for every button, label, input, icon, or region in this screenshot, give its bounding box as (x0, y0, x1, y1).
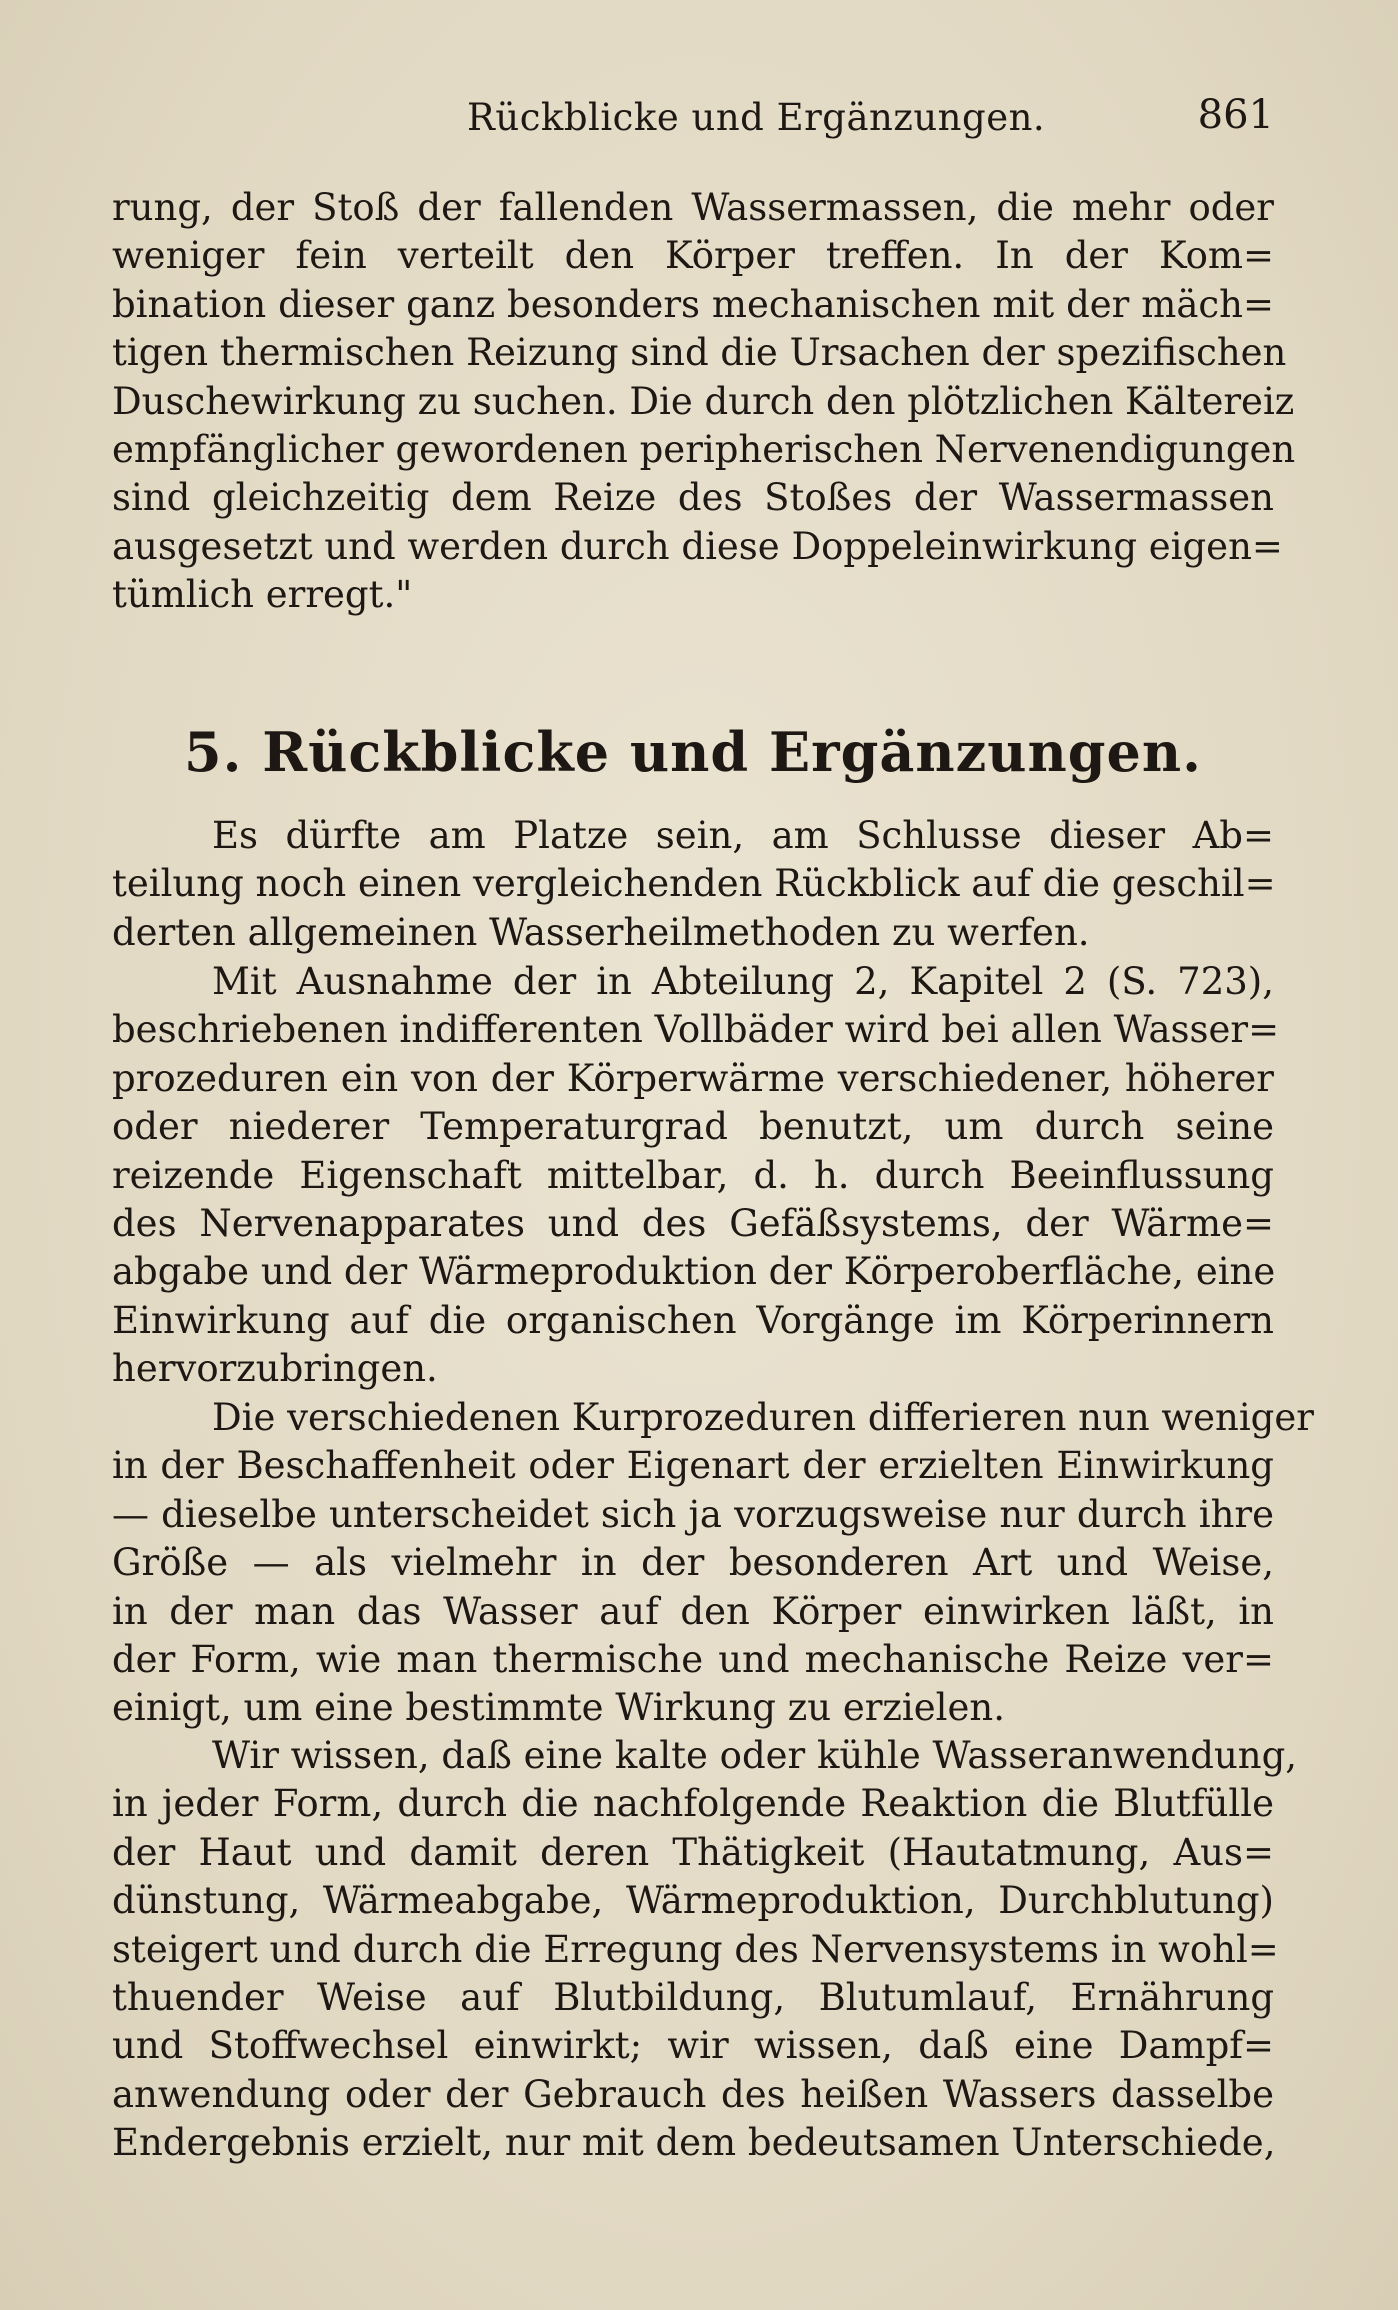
text-line: in jeder Form, durch die nachfolgende Reaktion die Blutfülle (112, 1782, 1274, 1826)
text-line: anwendung oder der Gebrauch des heißen Wassers dasselbe (112, 2072, 1274, 2116)
text-line: teilung noch einen vergleichenden Rückblick auf die geschil= (112, 862, 1276, 906)
text-line: Es dürfte am Platze sein, am Schlusse dieser Ab= (212, 814, 1274, 857)
text-line: derten allgemeinen Wasserheilmethoden zu werfen. (112, 910, 1090, 954)
text-line: — dieselbe unterscheidet sich ja vorzugsweise nur durch ihre (112, 1492, 1274, 1536)
text-line: thuender Weise auf Blutbildung, Blutumlauf, Ernährung (112, 1975, 1274, 2019)
text-line: bination dieser ganz besonders mechanischen mit der mäch= (112, 282, 1274, 326)
text-line: reizende Eigenschaft mittelbar, d. h. durch Beeinflussung (112, 1153, 1274, 1197)
text-line: dünstung, Wärmeabgabe, Wärmeproduktion, Durchblutung) (112, 1879, 1274, 1923)
text-line: Die verschiedenen Kurprozeduren differieren nun weniger (212, 1396, 1314, 1439)
text-line: Wir wissen, daß eine kalte oder kühle Wasseranwendung, (212, 1734, 1298, 1777)
text-line: der Haut und damit deren Thätigkeit (Hautatmung, Aus= (112, 1830, 1274, 1874)
text-line: weniger fein verteilt den Körper treffen. In der Kom= (112, 234, 1274, 278)
text-line: tümlich erregt." (112, 573, 413, 617)
paragraph-effects (112, 1732, 1298, 2168)
text-line: tigen thermischen Reizung sind die Ursachen der spezifischen (112, 331, 1287, 375)
text-line: Endergebnis erzielt, nur mit dem bedeutsamen Unterschiede, (112, 2121, 1276, 2165)
continuation-paragraph (112, 184, 1296, 620)
text-line: beschriebenen indifferenten Vollbäder wird bei allen Wasser= (112, 1008, 1280, 1052)
text-line: Einwirkung auf die organischen Vorgänge im Körperinnern (112, 1298, 1274, 1342)
text-line: prozeduren ein von der Körperwärme verschiedener, höherer (112, 1056, 1274, 1100)
text-line: in der Beschaffenheit oder Eigenart der erzielten Einwirkung (112, 1444, 1274, 1488)
running-title: Rückblicke und Ergänzungen. (467, 96, 1046, 139)
text-line: steigert und durch die Erregung des Nervensystems in wohl= (112, 1927, 1279, 1971)
text-line: ausgesetzt und werden durch diese Doppeleinwirkung eigen= (112, 524, 1283, 568)
text-line: Duschewirkung zu suchen. Die durch den plötzlichen Kältereiz (112, 379, 1295, 423)
text-line: Größe — als vielmehr in der besonderen Art und Weise, (112, 1541, 1274, 1585)
text-line: oder niederer Temperaturgrad benutzt, um durch seine (112, 1105, 1274, 1149)
text-line: empfänglicher gewordenen peripherischen Nervenendigungen (112, 427, 1296, 471)
page-number: 861 (1197, 92, 1274, 138)
text-line: einigt, um eine bestimmte Wirkung zu erzielen. (112, 1686, 1005, 1730)
text-line: hervorzubringen. (112, 1347, 438, 1391)
text-line: und Stoffwechsel einwirkt; wir wissen, daß eine Dampf= (112, 2024, 1274, 2068)
text-line: Mit Ausnahme der in Abteilung 2, Kapitel 2 (S. 723), (212, 960, 1274, 1003)
paragraph-procedures (112, 1394, 1314, 1733)
section-heading: 5. Rückblicke und Ergänzungen. (184, 720, 1202, 784)
paragraph-temperature (112, 958, 1280, 1394)
text-line: des Nervenapparates und des Gefäßsystems, der Wärme= (112, 1201, 1274, 1245)
paragraph-intro (112, 812, 1274, 957)
text-line: in der man das Wasser auf den Körper einwirken läßt, in (112, 1589, 1274, 1633)
text-line: rung, der Stoß der fallenden Wassermassen, die mehr oder (112, 186, 1274, 229)
running-head (112, 92, 1274, 156)
text-line: sind gleichzeitig dem Reize des Stoßes der Wassermassen (112, 476, 1274, 520)
text-line: der Form, wie man thermische und mechanische Reize ver= (112, 1637, 1274, 1681)
text-line: abgabe und der Wärmeproduktion der Körperoberfläche, eine (112, 1250, 1276, 1294)
